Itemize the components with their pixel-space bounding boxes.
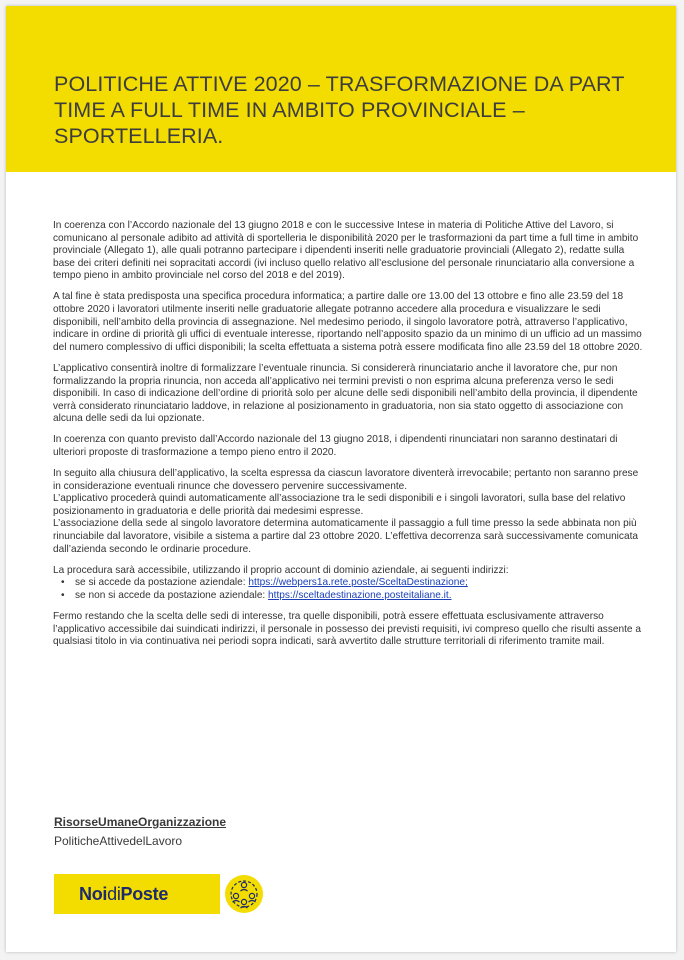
list-item (75, 577, 643, 590)
access-intro: La procedura sarà accessibile, utilizzando il proprio account di dominio aziendale, ai seguenti indirizzi: (53, 564, 509, 576)
logo-suffix: Poste (120, 884, 169, 904)
signature-department: RisorseUmaneOrganizzazione (54, 815, 227, 829)
closure-sentence: In seguito alla chiusura dell’applicativo, la scelta espressa da ciascun lavoratore diventerà irrevocabile; pertanto non saranno prese in considerazione eventuali rinunce che dovessero pervenire successivamente. (53, 468, 639, 492)
signature-office: PoliticheAttivedelLavoro (54, 834, 183, 848)
paragraph-procedure: A tal fine è stata predisposta una specifica procedura informatica; a partire dalle ore 13.00 del 13 ottobre e fino alle 23.59 del 18 ottobre 2020 i lavoratori utilmente inseriti nelle graduatorie allegate potranno accedere alla procedura e visualizzare le sedi disponibili, nell’ambito della provincia di assegnazione. Nel medesimo periodo, il singolo lavoratore potrà, attraverso l’applicativo, indicare in ordine di priorità gli uffici di eventuale interesse, riportando nell’apposito spazio da un minimo di un ufficio ad un massimo del numero complessivo di uffici disponibili; la scelta effettuata a sistema potrà essere modificata fino alle 23.59 del 18 ottobre 2020. (53, 291, 643, 353)
paragraph-intro: In coerenza con l’Accordo nazionale del 13 giugno 2018 e con le successive Intese in materia di Politiche Attive del Lavoro, si comunicano al personale adibito ad attività di sportelleria le disponibilità 2020 per le trasformazioni da part time a full time in ambito provinciale (Allegato 1), alle quali potranno partecipare i dipendenti inseriti nelle graduatorie provinciali (Allegato 2), redatte sulla base dei criteri definiti nei sopracitati accordi (ivi incluso quello relativo all’esclusione del personale rinunciatario alla conversione a tempo pieno in ambito provinciale nel corso del 2018 e del 2019). (53, 220, 639, 282)
page-title: POLITICHE ATTIVE 2020 – TRASFORMAZIONE DA PART TIME A FULL TIME IN AMBITO PROVINCIALE – SPORTELLERIA. (54, 72, 625, 148)
paragraph-closing: Fermo restando che la scelta delle sedi di interesse, tra quelle disponibili, potrà essere effettuata esclusivamente attraverso l’applicativo accessibile dai suindicati indirizzi, il personale in possesso dei previsti requisiti, ivi compreso quello che risulti assente a qualsiasi titolo in via continuativa nei periodi sopra indicati, sarà avvertito dalle strutture territoriali di riferimento tramite mail. (53, 611, 641, 648)
association-sentence: L’applicativo procederà quindi automaticamente all’associazione tra le sedi disponibili e i singoli lavoratori, sulla base del relativo posizionamento in graduatoria e delle priorità dai medesimi espresse. (53, 493, 626, 517)
paragraph-renunciation-effects: In coerenza con quanto previsto dall’Accordo nazionale del 13 giugno 2018, i dipendenti rinunciatari non saranno destinatari di ulteriori proposte di trasformazione a tempo pieno entro il 2020. (53, 434, 618, 458)
logo-prefix: Noi (79, 884, 108, 904)
access-list (53, 577, 643, 602)
fulltime-sentence: L’associazione della sede al singolo lavoratore determina automaticamente il passaggio a full time presso la sede abbinata non più rinunciabile dal lavoratore, visibile a sistema a partire dal 23 ottobre 2020. L’effettiva decorrenza sarà successivamente comunicata dall’azienda secondo le ordinarie procedure. (53, 518, 639, 555)
people-group-icon (224, 874, 264, 914)
title-banner (6, 6, 676, 172)
logo-wordmark (79, 884, 168, 905)
document-body (53, 220, 643, 657)
external-link[interactable]: https://sceltadestinazione.posteitaliane.it. (268, 589, 452, 601)
document-page (6, 6, 676, 952)
access-label-internal: se si accede da postazione aziendale: (75, 577, 249, 589)
logo-middle: di (107, 884, 121, 904)
access-label-external: se non si accede da postazione aziendale: (75, 589, 269, 601)
paragraph-renunciation: L’applicativo consentirà inoltre di formalizzare l’eventuale rinuncia. Si considererà rinunciatario anche il lavoratore che, pur non formalizzando la propria rinuncia, non acceda all’applicativo nei termini previsti o non esprima alcuna preferenza verso le sedi disponibili. In caso di indicazione dell’ordine di priorità solo per alcune delle sedi disponibili nell’ambito della provincia, il dipendente verrà considerato rinunciatario laddove, in relazione al posizionamento in graduatoria, non sia stato oggetto di associazione con alcuna delle sedi da lui opzionate. (53, 362, 638, 425)
access-section (53, 565, 643, 603)
paragraph-closure (53, 468, 643, 556)
internal-link[interactable]: https://webpers1a.rete.poste/SceltaDestinazione; (248, 577, 468, 589)
noidiposte-logo (54, 874, 220, 914)
list-item (75, 590, 643, 603)
